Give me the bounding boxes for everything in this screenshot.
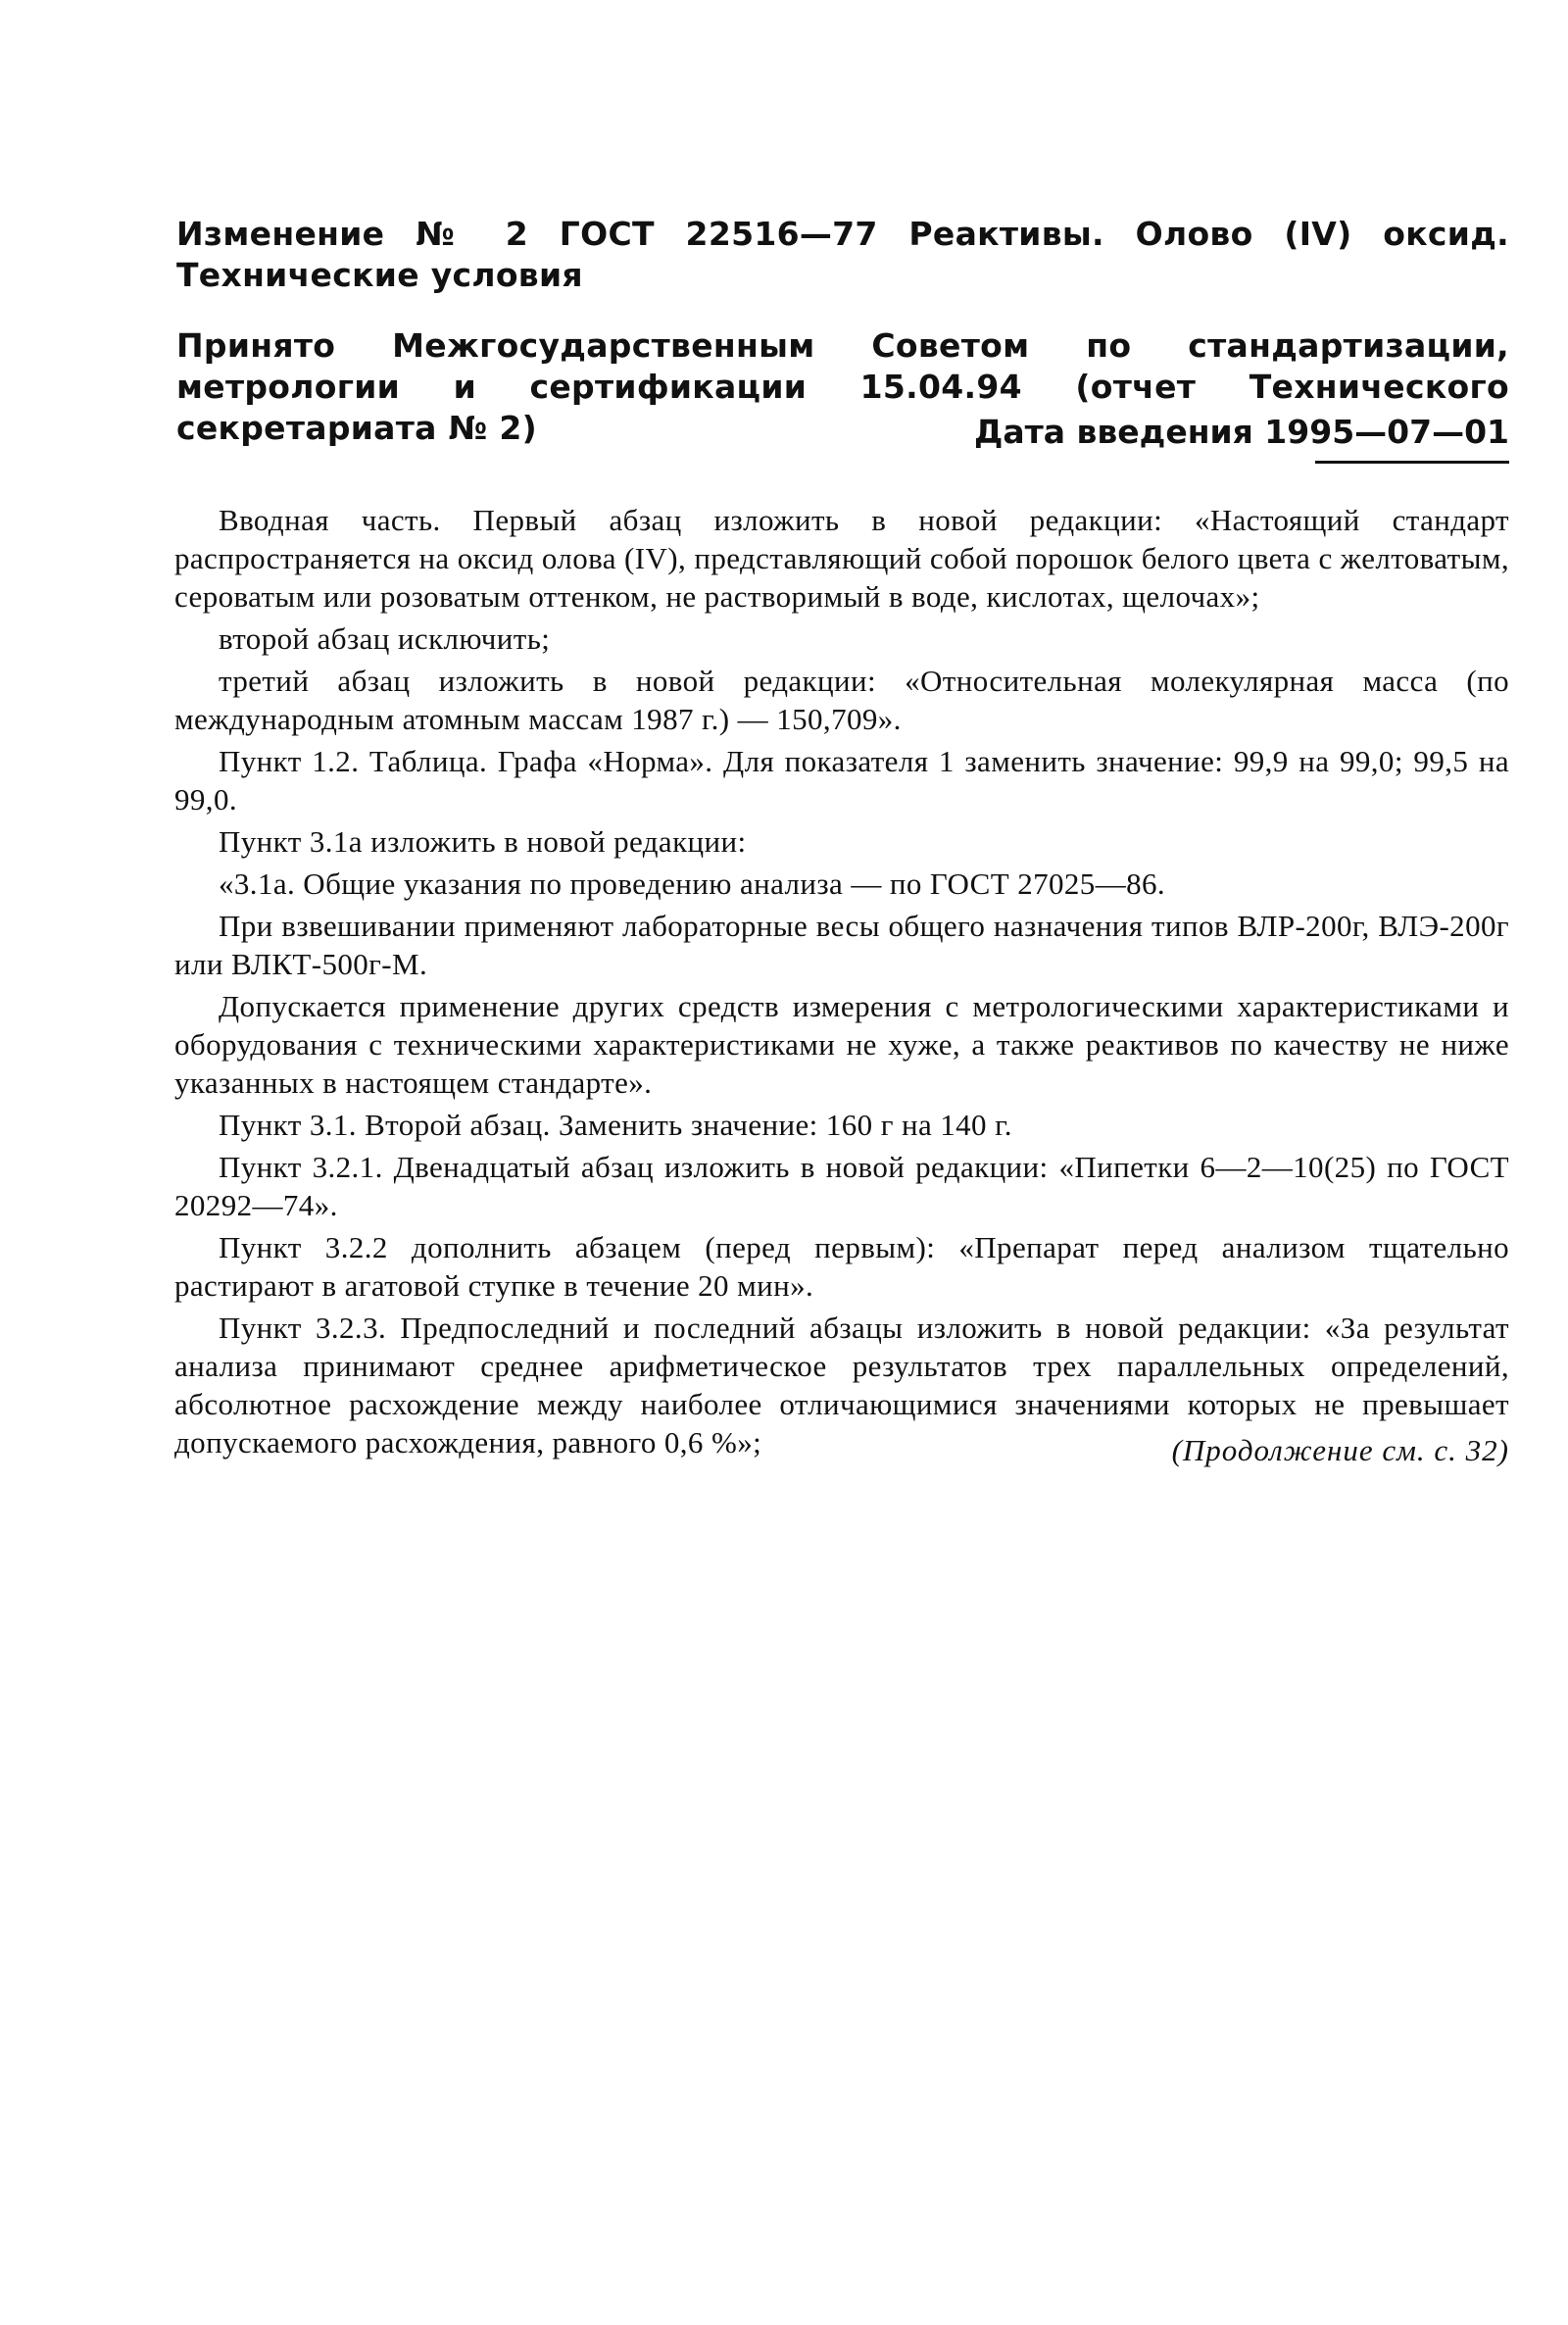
paragraph-item-3-2-2: Пункт 3.2.2 дополнить абзацем (перед первым): «Препарат перед анализом тщательно растирают в агатовой ступке в течение 20 мин».	[174, 1230, 1509, 1303]
adoption-note: Принято Межгосударственным Советом по стандартизации, метрологии и сертификации 15.04.94 (отчет Технического секретариата № 2)	[176, 326, 1509, 447]
paragraph-item-1-2: Пункт 1.2. Таблица. Графа «Норма». Для показателя 1 заменить значение: 99,9 на 99,0; 99,5 на 99,0.	[174, 744, 1509, 816]
paragraph-item-3-1a: Пункт 3.1а изложить в новой редакции:	[219, 824, 747, 859]
paragraph-allowed-means: Допускается применение других средств измерения с метрологическими характеристиками и оборудования с техническими характеристиками не хуже, а также реактивов по качеству не ниже указанных в настоящем стандарте».	[174, 989, 1509, 1100]
continuation-note: (Продолжение см. с. 32)	[1171, 1433, 1509, 1467]
paragraph-item-3-2-1: Пункт 3.2.1. Двенадцатый абзац изложить в новой редакции: «Пипетки 6—2—10(25) по ГОСТ 20292—74».	[174, 1150, 1509, 1222]
paragraph-item-3-1a-text: «3.1а. Общие указания по проведению анализа — по ГОСТ 27025—86.	[219, 866, 1166, 901]
paragraph-third-revised: третий абзац изложить в новой редакции: «Относительная молекулярная масса (по международным атомным массам 1987 г.) — 150,709».	[174, 664, 1509, 736]
paragraph-second-removed: второй абзац исключить;	[219, 621, 551, 656]
paragraph-item-3-2-3: Пункт 3.2.3. Предпоследний и последний абзацы изложить в новой редакции: «За результат анализа принимают среднее арифметическое результатов трех параллельных определений, абсолютное расхождение между наиболее отличающимися значениями которых не превышает допускаемого расхождения, равного 0,6 %»;	[174, 1311, 1509, 1459]
amendment-body	[174, 501, 1509, 1461]
date-underline	[1315, 461, 1509, 464]
introduction-date: Дата введения 1995—07—01	[973, 413, 1509, 451]
paragraph-intro: Вводная часть. Первый абзац изложить в новой редакции: «Настоящий стандарт распространяется на оксид олова (IV), представляющий собой порошок белого цвета с желтоватым, сероватым или розоватым оттенком, не растворимый в воде, кислотах, щелочах»;	[174, 503, 1509, 614]
paragraph-item-3-1: Пункт 3.1. Второй абзац. Заменить значение: 160 г на 140 г.	[219, 1108, 1012, 1142]
paragraph-weighing: При взвешивании применяют лабораторные весы общего назначения типов ВЛР-200г, ВЛЭ-200г или ВЛКТ-500г-М.	[174, 909, 1509, 981]
amendment-title: Изменение № 2 ГОСТ 22516—77 Реактивы. Олово (IV) оксид. Технические условия	[176, 215, 1509, 294]
